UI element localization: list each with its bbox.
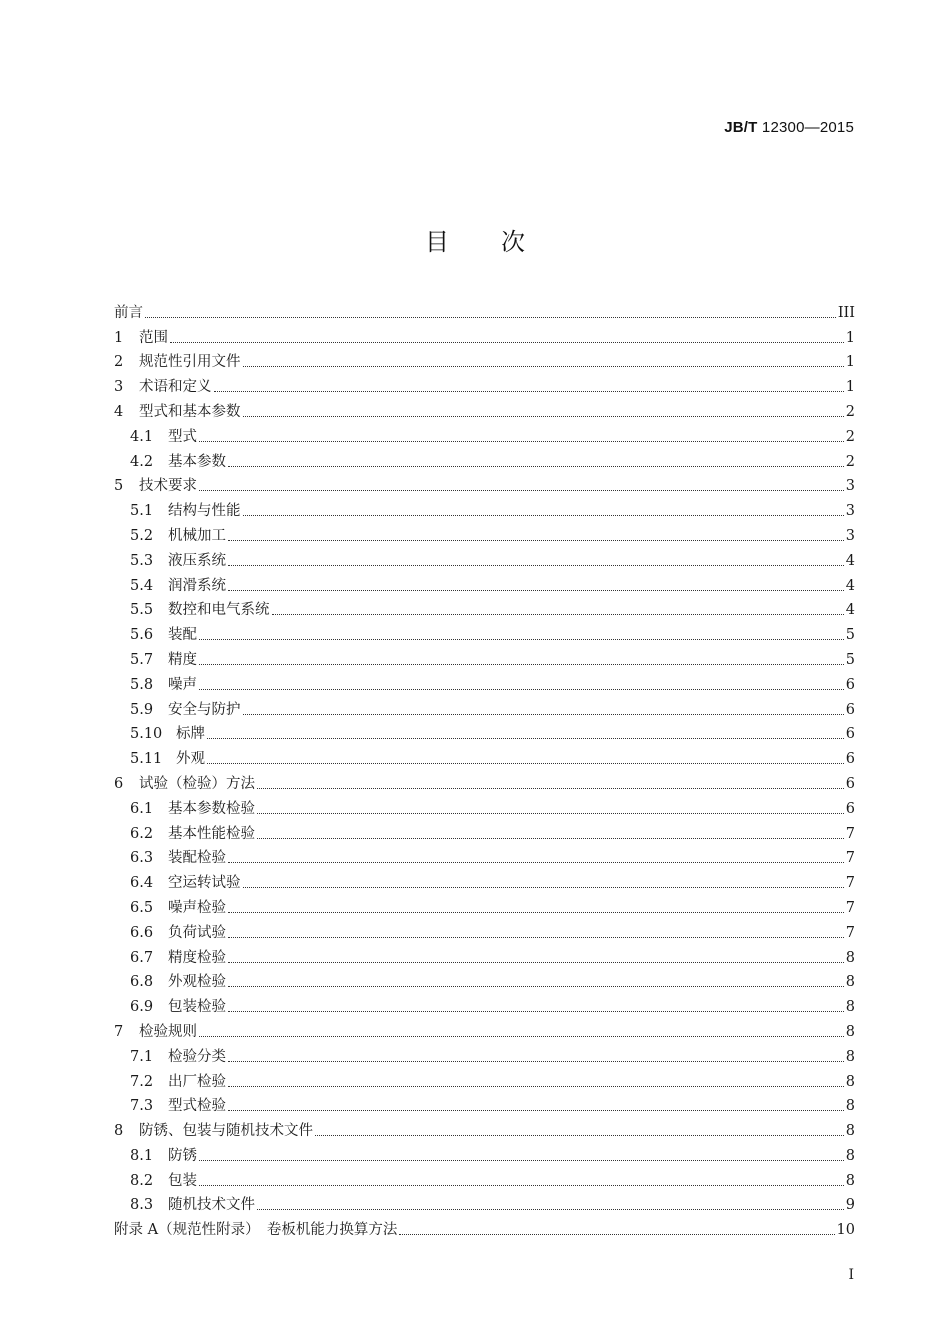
toc-leader-dots: [228, 540, 844, 541]
toc-entry-label: 外观检验: [168, 974, 226, 991]
toc-entry-number: 7: [114, 1023, 124, 1040]
toc-entry-label: 试验（检验）方法: [139, 775, 255, 792]
toc-entry-label: 出厂检验: [168, 1073, 226, 1090]
toc-entry-page: 8: [845, 1098, 855, 1115]
toc-entry-page: 4: [845, 577, 855, 594]
toc-leader-dots: [257, 788, 844, 789]
toc-leader-dots: [228, 590, 844, 591]
toc-entry[interactable]: [114, 596, 855, 621]
toc-entry-page: 8: [845, 974, 855, 991]
toc-leader-dots: [199, 441, 844, 442]
toc-entry[interactable]: [114, 372, 855, 397]
toc-entry[interactable]: [114, 1042, 855, 1067]
toc-entry-number: 5.3: [130, 552, 154, 569]
toc-entry-number: 5.11: [130, 751, 163, 768]
toc-entry[interactable]: [114, 496, 855, 521]
toc-entry[interactable]: [114, 1092, 855, 1117]
toc-entry-label: 负荷试验: [168, 924, 226, 941]
toc-entry-label: 标牌: [176, 726, 205, 743]
toc-entry-page: 7: [845, 825, 855, 842]
toc-leader-dots: [228, 565, 844, 566]
toc-entry[interactable]: [114, 1166, 855, 1191]
toc-entry-page: 8: [845, 1147, 855, 1164]
toc-entry[interactable]: [114, 868, 855, 893]
toc-entry-page: 7: [845, 850, 855, 867]
toc-entry-number: 6.3: [130, 850, 154, 867]
toc-entry-number: 7.3: [130, 1098, 154, 1115]
toc-entry-number: 5.6: [130, 627, 154, 644]
toc-leader-dots: [199, 1160, 844, 1161]
toc-entry-page: 8: [845, 1048, 855, 1065]
toc-leader-dots: [257, 838, 844, 839]
toc-entry-number: 1: [114, 329, 124, 346]
toc-entry-label: 基本性能检验: [168, 825, 255, 842]
toc-entry[interactable]: [114, 521, 855, 546]
toc-leader-dots: [199, 490, 844, 491]
toc-entry-page: 3: [845, 503, 855, 520]
toc-entry[interactable]: [114, 348, 855, 373]
toc-entry-label: 装配检验: [168, 850, 226, 867]
toc-entry-label: 型式和基本参数: [139, 403, 241, 420]
toc-entry-page: 9: [845, 1197, 855, 1214]
toc-leader-dots: [228, 937, 844, 938]
toc-entry[interactable]: [114, 571, 855, 596]
toc-entry[interactable]: [114, 720, 855, 745]
toc-entry[interactable]: [114, 992, 855, 1017]
toc-leader-dots: [399, 1234, 834, 1235]
standard-prefix: JB/T: [724, 119, 758, 136]
toc-leader-dots: [145, 317, 836, 318]
toc-entry-number: 5.1: [130, 503, 154, 520]
standard-number: 12300—2015: [761, 119, 854, 136]
toc-entry-number: 3: [114, 379, 124, 396]
toc-entry-number: 6.2: [130, 825, 154, 842]
toc-entry-number: 7.2: [130, 1073, 154, 1090]
toc-entry-page: 8: [845, 949, 855, 966]
toc-entry-number: 6.5: [130, 899, 154, 916]
toc-entry-label: 技术要求: [139, 478, 197, 495]
toc-entry[interactable]: [114, 422, 855, 447]
toc-entry-number: 8: [114, 1123, 124, 1140]
toc-entry-number: 5.9: [130, 701, 154, 718]
toc-entry-page: 1: [845, 329, 855, 346]
toc-leader-dots: [228, 862, 844, 863]
toc-entry-number: 8.1: [130, 1147, 154, 1164]
toc-entry-label: 型式检验: [168, 1098, 226, 1115]
toc-entry-number: 6.8: [130, 974, 154, 991]
toc-entry-label: 外观: [176, 751, 205, 768]
standard-code: [724, 119, 854, 136]
toc-entry-number: 4.1: [130, 428, 154, 445]
toc-entry-label: 基本参数: [168, 453, 226, 470]
toc-entry-page: III: [837, 304, 855, 321]
toc-leader-dots: [243, 366, 844, 367]
toc-entry-label: 噪声: [168, 676, 197, 693]
toc-entry-page: 10: [836, 1222, 855, 1239]
toc-entry-page: 2: [845, 428, 855, 445]
toc-entry[interactable]: [114, 769, 855, 794]
toc-entry-label: 精度: [168, 651, 197, 668]
toc-entry-number: 8.2: [130, 1172, 154, 1189]
toc-entry-number: 6: [114, 775, 124, 792]
toc-entry[interactable]: [114, 472, 855, 497]
toc-leader-dots: [228, 1061, 844, 1062]
toc-leader-dots: [315, 1135, 844, 1136]
toc-entry[interactable]: [114, 794, 855, 819]
toc-entry-page: 2: [845, 453, 855, 470]
toc-entry-number: 6.1: [130, 800, 154, 817]
toc-entry-number: 5: [114, 478, 124, 495]
toc-entry[interactable]: [114, 1141, 855, 1166]
toc-entry-page: 4: [845, 552, 855, 569]
toc-entry-page: 7: [845, 924, 855, 941]
toc-entry[interactable]: [114, 1017, 855, 1042]
toc-entry-label: 安全与防护: [168, 701, 241, 718]
toc-leader-dots: [243, 714, 844, 715]
toc-leader-dots: [228, 1086, 844, 1087]
toc-entry[interactable]: [114, 893, 855, 918]
toc-entry-label: 范围: [139, 329, 168, 346]
toc-entry-number: 4.2: [130, 453, 154, 470]
toc-leader-dots: [170, 342, 844, 343]
toc-entry-label: 随机技术文件: [168, 1197, 255, 1214]
toc-entry-label: 规范性引用文件: [139, 354, 241, 371]
toc-entry-label: 附录 A（规范性附录） 卷板机能力换算方法: [114, 1222, 398, 1239]
toc-entry-number: 5.5: [130, 602, 154, 619]
toc-entry-page: 3: [845, 478, 855, 495]
toc-entry-label: 检验分类: [168, 1048, 226, 1065]
toc-entry-page: 8: [845, 999, 855, 1016]
toc-entry[interactable]: [114, 447, 855, 472]
toc-entry-label: 机械加工: [168, 527, 226, 544]
toc-entry[interactable]: [114, 1191, 855, 1216]
toc-entry-label: 包装: [168, 1172, 197, 1189]
toc-leader-dots: [228, 912, 844, 913]
toc-leader-dots: [243, 416, 844, 417]
toc-entry-number: 5.8: [130, 676, 154, 693]
toc-entry[interactable]: [114, 397, 855, 422]
toc-entry[interactable]: [114, 844, 855, 869]
toc-entry-label: 包装检验: [168, 999, 226, 1016]
toc-entry-label: 精度检验: [168, 949, 226, 966]
toc-leader-dots: [199, 664, 844, 665]
toc-leader-dots: [199, 639, 844, 640]
toc-entry[interactable]: [114, 744, 855, 769]
toc-entry-page: 3: [845, 527, 855, 544]
toc-entry[interactable]: [114, 968, 855, 993]
toc-entry-page: 1: [845, 354, 855, 371]
toc-entry[interactable]: [114, 695, 855, 720]
toc-entry-page: 5: [845, 627, 855, 644]
toc-leader-dots: [207, 763, 844, 764]
toc-entry-page: 6: [845, 751, 855, 768]
toc-leader-dots: [199, 1036, 844, 1037]
toc-leader-dots: [257, 1209, 844, 1210]
toc-leader-dots: [243, 887, 844, 888]
toc-entry-number: 7.1: [130, 1048, 154, 1065]
toc-entry-number: 5.4: [130, 577, 154, 594]
toc-leader-dots: [272, 614, 844, 615]
toc-entry[interactable]: [114, 323, 855, 348]
toc-entry-page: 7: [845, 875, 855, 892]
toc-entry[interactable]: [114, 620, 855, 645]
toc-entry-page: 2: [845, 403, 855, 420]
toc-entry-label: 结构与性能: [168, 503, 241, 520]
toc-leader-dots: [207, 738, 844, 739]
toc-leader-dots: [228, 986, 844, 987]
toc-entry-number: 6.4: [130, 875, 154, 892]
toc-entry-page: 4: [845, 602, 855, 619]
toc-entry[interactable]: [114, 943, 855, 968]
toc-entry-label: 润滑系统: [168, 577, 226, 594]
toc-entry-number: 6.7: [130, 949, 154, 966]
toc-entry[interactable]: [114, 298, 855, 323]
toc-entry-page: 5: [845, 651, 855, 668]
toc-entry-number: 6.9: [130, 999, 154, 1016]
toc-entry-label: 型式: [168, 428, 197, 445]
toc-entry-page: 8: [845, 1172, 855, 1189]
toc-entry-label: 前言: [114, 304, 143, 321]
toc-entry-label: 数控和电气系统: [168, 602, 270, 619]
toc-leader-dots: [228, 1110, 844, 1111]
toc-entry-page: 8: [845, 1023, 855, 1040]
toc-leader-dots: [257, 813, 844, 814]
table-of-contents: [114, 298, 855, 1240]
toc-entry-number: 6.6: [130, 924, 154, 941]
toc-entry-number: 5.7: [130, 651, 154, 668]
toc-entry-label: 液压系统: [168, 552, 226, 569]
toc-entry-label: 噪声检验: [168, 899, 226, 916]
page-number: I: [848, 1267, 854, 1283]
toc-entry-label: 空运转试验: [168, 875, 241, 892]
toc-entry-page: 6: [845, 676, 855, 693]
toc-entry-page: 6: [845, 775, 855, 792]
toc-entry-label: 防锈、包装与随机技术文件: [139, 1123, 313, 1140]
toc-entry-label: 检验规则: [139, 1023, 197, 1040]
toc-entry-number: 4: [114, 403, 124, 420]
toc-entry-number: 5.10: [130, 726, 163, 743]
toc-entry-page: 8: [845, 1123, 855, 1140]
toc-entry-number: 2: [114, 354, 124, 371]
toc-entry-page: 8: [845, 1073, 855, 1090]
toc-entry-number: 8.3: [130, 1197, 154, 1214]
toc-entry[interactable]: [114, 1116, 855, 1141]
toc-leader-dots: [243, 515, 844, 516]
toc-entry-number: 5.2: [130, 527, 154, 544]
page-title: 目次: [425, 228, 577, 256]
toc-entry[interactable]: [114, 546, 855, 571]
toc-entry[interactable]: [114, 1067, 855, 1092]
toc-entry-label: 术语和定义: [139, 379, 212, 396]
toc-leader-dots: [214, 391, 844, 392]
toc-leader-dots: [228, 962, 844, 963]
toc-entry[interactable]: [114, 918, 855, 943]
toc-entry[interactable]: [114, 1215, 855, 1240]
toc-entry-page: 7: [845, 899, 855, 916]
toc-entry-label: 装配: [168, 627, 197, 644]
toc-leader-dots: [199, 689, 844, 690]
toc-entry-label: 防锈: [168, 1147, 197, 1164]
toc-entry-page: 1: [845, 379, 855, 396]
toc-entry[interactable]: [114, 645, 855, 670]
toc-entry[interactable]: [114, 670, 855, 695]
toc-entry-label: 基本参数检验: [168, 800, 255, 817]
toc-leader-dots: [228, 466, 844, 467]
toc-entry[interactable]: [114, 819, 855, 844]
toc-leader-dots: [199, 1185, 844, 1186]
toc-entry-page: 6: [845, 701, 855, 718]
toc-entry-page: 6: [845, 726, 855, 743]
toc-entry-page: 6: [845, 800, 855, 817]
toc-leader-dots: [228, 1011, 844, 1012]
